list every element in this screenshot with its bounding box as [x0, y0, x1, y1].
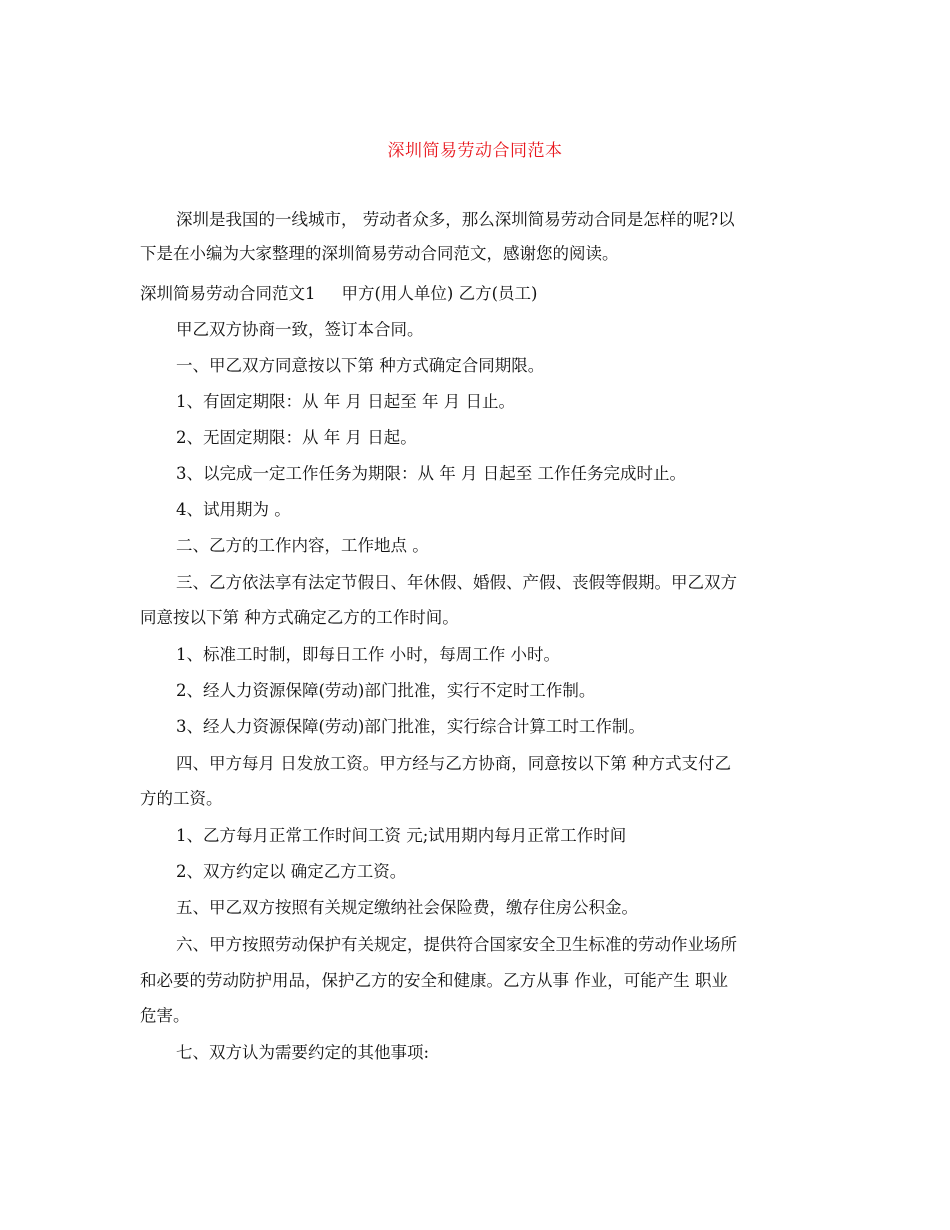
body-line: 危害。 [140, 1006, 190, 1025]
intro-paragraph-line-1: 深圳是我国的一线城市， 劳动者众多，那么深圳简易劳动合同是怎样的呢?以 [176, 210, 735, 229]
contract-parties: 甲方(用人单位) 乙方(员工) [341, 284, 538, 303]
body-line: 2、经人力资源保障(劳动)部门批准，实行不定时工作制。 [176, 681, 596, 700]
intro-paragraph-line-2: 下是在小编为大家整理的深圳简易劳动合同范文，感谢您的阅读。 [140, 244, 619, 263]
body-line: 五、甲乙双方按照有关规定缴纳社会保险费，缴存住房公积金。 [176, 898, 638, 917]
body-line: 一、甲乙双方同意按以下第 种方式确定合同期限。 [176, 356, 545, 375]
body-line: 2、双方约定以 确定乙方工资。 [176, 862, 407, 881]
body-line: 1、标准工时制，即每日工作 小时，每周工作 小时。 [176, 645, 560, 664]
body-line: 4、试用期为 。 [176, 500, 291, 519]
body-line: 同意按以下第 种方式确定乙方的工作时间。 [140, 608, 459, 627]
body-line: 二、乙方的工作内容，工作地点 。 [176, 536, 429, 555]
body-line: 和必要的劳动防护用品，保护乙方的安全和健康。乙方从事 作业，可能产生 职业 [140, 971, 728, 990]
body-line: 三、乙方依法享有法定节假日、年休假、婚假、产假、丧假等假期。甲乙双方 [176, 573, 737, 592]
body-line: 四、甲方每月 日发放工资。甲方经与乙方协商，同意按以下第 种方式支付乙 [176, 754, 731, 773]
body-line: 2、无固定期限：从 年 月 日起。 [176, 428, 417, 447]
body-line: 方的工资。 [140, 789, 223, 808]
document-title: 深圳简易劳动合同范本 [387, 141, 563, 161]
body-line: 甲乙双方协商一致，签订本合同。 [176, 320, 424, 339]
body-line: 3、经人力资源保障(劳动)部门批准，实行综合计算工时工作制。 [176, 717, 645, 736]
contract-heading: 深圳简易劳动合同范文1 [140, 284, 316, 303]
body-line: 七、双方认为需要约定的其他事项: [176, 1043, 430, 1062]
body-line: 1、乙方每月正常工作时间工资 元;试用期内每月正常工作时间 [176, 826, 627, 845]
body-line: 六、甲方按照劳动保护有关规定，提供符合国家安全卫生标准的劳动作业场所 [176, 935, 737, 954]
body-line: 1、有固定期限：从 年 月 日起至 年 月 日止。 [176, 392, 515, 411]
body-line: 3、以完成一定工作任务为期限：从 年 月 日起至 工作任务完成时止。 [176, 464, 686, 483]
contract-heading-line [140, 283, 538, 305]
